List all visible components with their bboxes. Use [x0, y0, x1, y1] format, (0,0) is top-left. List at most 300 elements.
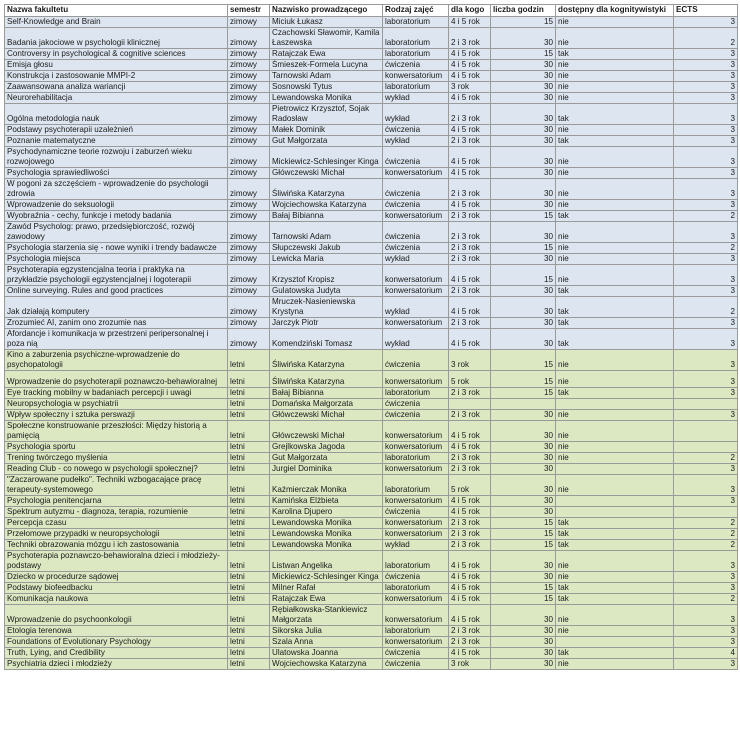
cell-hours[interactable]: 30	[491, 93, 556, 104]
cell-audience[interactable]: 4 i 5 rok	[449, 329, 491, 350]
cell-class-type[interactable]: konwersatorium	[383, 464, 449, 475]
cell-semester[interactable]: zimowy	[228, 82, 270, 93]
cell-cognitive-available[interactable]: nie	[556, 659, 674, 670]
cell-class-type[interactable]: konwersatorium	[383, 637, 449, 648]
cell-ects[interactable]: 2	[674, 540, 738, 551]
cell-teacher[interactable]: Gulatowska Judyta	[270, 286, 383, 297]
cell-course-name[interactable]: Konstrukcja i zastosowanie MMPI-2	[5, 71, 228, 82]
cell-ects[interactable]: 3	[674, 496, 738, 507]
cell-class-type[interactable]: konwersatorium	[383, 442, 449, 453]
cell-ects[interactable]: 3	[674, 136, 738, 147]
cell-teacher[interactable]: Milner Rafał	[270, 583, 383, 594]
cell-audience[interactable]: 2 i 3 rok	[449, 254, 491, 265]
cell-teacher[interactable]: Mruczek-Nasieniewska Krystyna	[270, 297, 383, 318]
cell-class-type[interactable]: laboratorium	[383, 388, 449, 399]
cell-cognitive-available[interactable]: tak	[556, 648, 674, 659]
cell-course-name[interactable]: Komunikacja naukowa	[5, 594, 228, 605]
cell-hours[interactable]: 30	[491, 104, 556, 125]
cell-audience[interactable]: 2 i 3 rok	[449, 453, 491, 464]
cell-hours[interactable]: 30	[491, 507, 556, 518]
cell-audience[interactable]: 2 i 3 rok	[449, 637, 491, 648]
cell-ects[interactable]	[674, 421, 738, 442]
cell-class-type[interactable]: ćwiczenia	[383, 147, 449, 168]
cell-semester[interactable]: zimowy	[228, 286, 270, 297]
cell-class-type[interactable]: wykład	[383, 540, 449, 551]
cell-semester[interactable]: letni	[228, 464, 270, 475]
cell-audience[interactable]: 4 i 5 rok	[449, 125, 491, 136]
cell-hours[interactable]: 30	[491, 551, 556, 572]
cell-teacher[interactable]: Rębiałkowska-Stankiewicz Małgorzata	[270, 605, 383, 626]
cell-teacher[interactable]: Mickiewicz-Schlesinger Kinga	[270, 147, 383, 168]
cell-course-name[interactable]: Psychoterapia egzystencjalna teoria i praktyka na przykładzie psychologii egzystencjalnej i logoterapii	[5, 265, 228, 286]
cell-course-name[interactable]: Online surveying. Rules and good practices	[5, 286, 228, 297]
cell-teacher[interactable]: Listwan Angelika	[270, 551, 383, 572]
cell-teacher[interactable]: Główczewski Michał	[270, 168, 383, 179]
cell-teacher[interactable]: Mickiewicz-Schlesinger Kinga	[270, 572, 383, 583]
cell-cognitive-available[interactable]: tak	[556, 529, 674, 540]
cell-teacher[interactable]: Bałaj Bibianna	[270, 388, 383, 399]
cell-semester[interactable]: letni	[228, 637, 270, 648]
cell-semester[interactable]: letni	[228, 605, 270, 626]
cell-class-type[interactable]: wykład	[383, 297, 449, 318]
cell-course-name[interactable]: Wprowadzenie do psychoterapii poznawczo-behawioralnej	[5, 371, 228, 388]
cell-cognitive-available[interactable]: nie	[556, 551, 674, 572]
cell-ects[interactable]	[674, 399, 738, 410]
cell-semester[interactable]: letni	[228, 507, 270, 518]
header-dla-kogo[interactable]: dla kogo	[449, 5, 491, 17]
cell-class-type[interactable]: konwersatorium	[383, 71, 449, 82]
cell-hours[interactable]: 15	[491, 529, 556, 540]
cell-hours[interactable]: 15	[491, 243, 556, 254]
cell-audience[interactable]: 4 i 5 rok	[449, 147, 491, 168]
cell-audience[interactable]: 4 i 5 rok	[449, 442, 491, 453]
cell-ects[interactable]: 2	[674, 453, 738, 464]
cell-teacher[interactable]: Śmieszek-Formela Lucyna	[270, 60, 383, 71]
cell-cognitive-available[interactable]: nie	[556, 410, 674, 421]
cell-hours[interactable]: 30	[491, 648, 556, 659]
cell-hours[interactable]: 15	[491, 388, 556, 399]
cell-semester[interactable]: zimowy	[228, 222, 270, 243]
cell-hours[interactable]: 30	[491, 179, 556, 200]
cell-hours[interactable]: 30	[491, 297, 556, 318]
cell-semester[interactable]: zimowy	[228, 17, 270, 28]
cell-hours[interactable]: 15	[491, 594, 556, 605]
cell-ects[interactable]: 3	[674, 318, 738, 329]
cell-teacher[interactable]: Pietrowicz Krzysztof, Sojak Radosław	[270, 104, 383, 125]
cell-course-name[interactable]: Wprowadzenie do seksuologii	[5, 200, 228, 211]
cell-semester[interactable]: letni	[228, 453, 270, 464]
cell-course-name[interactable]: Dziecko w procedurze sądowej	[5, 572, 228, 583]
cell-ects[interactable]: 3	[674, 410, 738, 421]
cell-semester[interactable]: zimowy	[228, 104, 270, 125]
cell-hours[interactable]: 30	[491, 71, 556, 82]
cell-semester[interactable]: letni	[228, 648, 270, 659]
cell-audience[interactable]: 4 i 5 rok	[449, 200, 491, 211]
cell-cognitive-available[interactable]: nie	[556, 572, 674, 583]
cell-semester[interactable]: letni	[228, 371, 270, 388]
cell-hours[interactable]: 30	[491, 28, 556, 49]
cell-course-name[interactable]: Przełomowe przypadki w neuropsychologii	[5, 529, 228, 540]
cell-course-name[interactable]: Zawód Psycholog: prawo, przedsiębiorczość, rozwój zawodowy	[5, 222, 228, 243]
header-ects[interactable]: ECTS	[674, 5, 738, 17]
cell-audience[interactable]: 4 i 5 rok	[449, 49, 491, 60]
cell-cognitive-available[interactable]: nie	[556, 605, 674, 626]
cell-cognitive-available[interactable]	[556, 399, 674, 410]
cell-cognitive-available[interactable]: tak	[556, 286, 674, 297]
cell-ects[interactable]: 4	[674, 648, 738, 659]
cell-cognitive-available[interactable]: nie	[556, 222, 674, 243]
header-rodzaj-zajec[interactable]: Rodzaj zajęć	[383, 5, 449, 17]
cell-ects[interactable]: 3	[674, 329, 738, 350]
cell-course-name[interactable]: Psychiatria dzieci i młodzieży	[5, 659, 228, 670]
cell-ects[interactable]: 3	[674, 626, 738, 637]
cell-class-type[interactable]: wykład	[383, 93, 449, 104]
cell-class-type[interactable]: ćwiczenia	[383, 243, 449, 254]
cell-ects[interactable]: 2	[674, 211, 738, 222]
cell-hours[interactable]: 30	[491, 421, 556, 442]
cell-audience[interactable]: 5 rok	[449, 371, 491, 388]
cell-semester[interactable]: zimowy	[228, 318, 270, 329]
cell-hours[interactable]: 15	[491, 518, 556, 529]
cell-audience[interactable]: 4 i 5 rok	[449, 583, 491, 594]
cell-course-name[interactable]: Neuropsychologia w psychiatrii	[5, 399, 228, 410]
cell-class-type[interactable]: konwersatorium	[383, 371, 449, 388]
header-liczba-godzin[interactable]: liczba godzin	[491, 5, 556, 17]
cell-class-type[interactable]: laboratorium	[383, 28, 449, 49]
cell-semester[interactable]: zimowy	[228, 179, 270, 200]
cell-audience[interactable]: 4 i 5 rok	[449, 17, 491, 28]
cell-teacher[interactable]: Szala Anna	[270, 637, 383, 648]
cell-class-type[interactable]: konwersatorium	[383, 518, 449, 529]
cell-audience[interactable]: 4 i 5 rok	[449, 93, 491, 104]
cell-semester[interactable]: zimowy	[228, 297, 270, 318]
cell-class-type[interactable]: wykład	[383, 104, 449, 125]
cell-audience[interactable]: 2 i 3 rok	[449, 540, 491, 551]
cell-course-name[interactable]: Wpływ społeczny i sztuka perswazji	[5, 410, 228, 421]
cell-cognitive-available[interactable]: nie	[556, 475, 674, 496]
cell-course-name[interactable]: Wprowadzenie do psychoonkologii	[5, 605, 228, 626]
cell-hours[interactable]: 30	[491, 60, 556, 71]
cell-hours[interactable]: 30	[491, 329, 556, 350]
cell-semester[interactable]: letni	[228, 442, 270, 453]
cell-course-name[interactable]: Self-Knowledge and Brain	[5, 17, 228, 28]
cell-cognitive-available[interactable]: tak	[556, 329, 674, 350]
cell-audience[interactable]: 4 i 5 rok	[449, 496, 491, 507]
cell-teacher[interactable]: Główczewski Michał	[270, 421, 383, 442]
cell-audience[interactable]: 2 i 3 rok	[449, 28, 491, 49]
cell-audience[interactable]: 2 i 3 rok	[449, 286, 491, 297]
cell-course-name[interactable]: Psychologia miejsca	[5, 254, 228, 265]
cell-ects[interactable]: 3	[674, 637, 738, 648]
cell-class-type[interactable]: laboratorium	[383, 583, 449, 594]
cell-course-name[interactable]: Techniki obrazowania mózgu i ich zastosowania	[5, 540, 228, 551]
cell-course-name[interactable]: Podstawy biofeedbacku	[5, 583, 228, 594]
cell-teacher[interactable]: Jarczyk Piotr	[270, 318, 383, 329]
cell-cognitive-available[interactable]: nie	[556, 442, 674, 453]
cell-audience[interactable]: 4 i 5 rok	[449, 572, 491, 583]
cell-course-name[interactable]: Psychoterapia poznawczo-behawioralna dzieci i młodzieży-podstawy	[5, 551, 228, 572]
cell-cognitive-available[interactable]: nie	[556, 421, 674, 442]
cell-audience[interactable]: 3 rok	[449, 82, 491, 93]
cell-audience[interactable]: 3 rok	[449, 350, 491, 371]
cell-hours[interactable]: 15	[491, 265, 556, 286]
cell-semester[interactable]: letni	[228, 421, 270, 442]
cell-ects[interactable]: 3	[674, 572, 738, 583]
cell-cognitive-available[interactable]: nie	[556, 82, 674, 93]
cell-course-name[interactable]: Psychologia starzenia się - nowe wyniki i trendy badawcze	[5, 243, 228, 254]
cell-course-name[interactable]: Wyobraźnia - cechy, funkcje i metody badania	[5, 211, 228, 222]
cell-cognitive-available[interactable]: tak	[556, 594, 674, 605]
cell-audience[interactable]: 2 i 3 rok	[449, 179, 491, 200]
cell-course-name[interactable]: Etologia terenowa	[5, 626, 228, 637]
header-nazwa-fakultetu[interactable]: Nazwa fakultetu	[5, 5, 228, 17]
cell-course-name[interactable]: W pogoni za szczęściem - wprowadzenie do psychologii zdrowia	[5, 179, 228, 200]
cell-cognitive-available[interactable]	[556, 464, 674, 475]
cell-course-name[interactable]: Zaawansowana analiza wariancji	[5, 82, 228, 93]
cell-class-type[interactable]: laboratorium	[383, 49, 449, 60]
cell-class-type[interactable]: ćwiczenia	[383, 648, 449, 659]
cell-ects[interactable]: 3	[674, 286, 738, 297]
cell-course-name[interactable]: Psychologia penitencjarna	[5, 496, 228, 507]
cell-semester[interactable]: letni	[228, 583, 270, 594]
cell-hours[interactable]: 15	[491, 371, 556, 388]
cell-hours[interactable]: 30	[491, 286, 556, 297]
cell-ects[interactable]	[674, 442, 738, 453]
cell-hours[interactable]: 30	[491, 254, 556, 265]
cell-ects[interactable]: 2	[674, 518, 738, 529]
cell-course-name[interactable]: Emisja głosu	[5, 60, 228, 71]
cell-cognitive-available[interactable]: nie	[556, 93, 674, 104]
cell-cognitive-available[interactable]: nie	[556, 265, 674, 286]
cell-teacher[interactable]: Małek Dominik	[270, 125, 383, 136]
cell-class-type[interactable]: konwersatorium	[383, 594, 449, 605]
cell-class-type[interactable]: konwersatorium	[383, 286, 449, 297]
cell-hours[interactable]: 30	[491, 442, 556, 453]
cell-cognitive-available[interactable]: tak	[556, 518, 674, 529]
cell-semester[interactable]: letni	[228, 594, 270, 605]
cell-semester[interactable]: letni	[228, 388, 270, 399]
cell-ects[interactable]: 3	[674, 104, 738, 125]
cell-ects[interactable]: 3	[674, 82, 738, 93]
cell-cognitive-available[interactable]: nie	[556, 168, 674, 179]
cell-cognitive-available[interactable]: tak	[556, 49, 674, 60]
cell-teacher[interactable]: Tarnowski Adam	[270, 71, 383, 82]
cell-cognitive-available[interactable]: nie	[556, 17, 674, 28]
cell-ects[interactable]: 3	[674, 475, 738, 496]
cell-hours[interactable]: 15	[491, 350, 556, 371]
cell-audience[interactable]: 4 i 5 rok	[449, 421, 491, 442]
cell-ects[interactable]: 3	[674, 222, 738, 243]
cell-hours[interactable]: 30	[491, 318, 556, 329]
cell-ects[interactable]: 2	[674, 243, 738, 254]
cell-teacher[interactable]: Ulatowska Joanna	[270, 648, 383, 659]
cell-hours[interactable]: 15	[491, 583, 556, 594]
cell-semester[interactable]: zimowy	[228, 254, 270, 265]
cell-semester[interactable]: zimowy	[228, 60, 270, 71]
cell-hours[interactable]: 30	[491, 572, 556, 583]
cell-class-type[interactable]: ćwiczenia	[383, 410, 449, 421]
cell-cognitive-available[interactable]: tak	[556, 318, 674, 329]
cell-teacher[interactable]: Kaźmierczak Monika	[270, 475, 383, 496]
cell-audience[interactable]: 2 i 3 rok	[449, 243, 491, 254]
cell-cognitive-available[interactable]: nie	[556, 28, 674, 49]
cell-hours[interactable]: 30	[491, 410, 556, 421]
cell-semester[interactable]: zimowy	[228, 93, 270, 104]
cell-ects[interactable]: 3	[674, 605, 738, 626]
cell-hours[interactable]: 30	[491, 605, 556, 626]
cell-ects[interactable]: 3	[674, 583, 738, 594]
cell-semester[interactable]: zimowy	[228, 200, 270, 211]
cell-cognitive-available[interactable]: nie	[556, 60, 674, 71]
cell-semester[interactable]: zimowy	[228, 49, 270, 60]
cell-course-name[interactable]: Eye tracking mobilny w badaniach percepcji i uwagi	[5, 388, 228, 399]
cell-ects[interactable]: 3	[674, 388, 738, 399]
cell-course-name[interactable]: Psychologia sportu	[5, 442, 228, 453]
cell-course-name[interactable]: Truth, Lying, and Credibility	[5, 648, 228, 659]
cell-semester[interactable]: letni	[228, 659, 270, 670]
cell-class-type[interactable]: laboratorium	[383, 551, 449, 572]
cell-class-type[interactable]: laboratorium	[383, 626, 449, 637]
cell-audience[interactable]: 2 i 3 rok	[449, 104, 491, 125]
cell-teacher[interactable]: Domańska Małgorzata	[270, 399, 383, 410]
cell-hours[interactable]: 30	[491, 637, 556, 648]
cell-hours[interactable]: 30	[491, 147, 556, 168]
cell-class-type[interactable]: ćwiczenia	[383, 350, 449, 371]
cell-ects[interactable]: 2	[674, 529, 738, 540]
cell-teacher[interactable]: Główczewski Michał	[270, 410, 383, 421]
cell-teacher[interactable]: Grejlkowska Jagoda	[270, 442, 383, 453]
cell-hours[interactable]: 30	[491, 659, 556, 670]
cell-course-name[interactable]: Zrozumieć AI, zanim ono zrozumie nas	[5, 318, 228, 329]
cell-teacher[interactable]: Ratajczak Ewa	[270, 594, 383, 605]
cell-course-name[interactable]: Psychodynamiczne teorie rozwoju i zaburzeń wieku rozwojowego	[5, 147, 228, 168]
cell-audience[interactable]: 4 i 5 rok	[449, 551, 491, 572]
cell-teacher[interactable]: Słupczewski Jakub	[270, 243, 383, 254]
cell-semester[interactable]: letni	[228, 551, 270, 572]
cell-ects[interactable]: 2	[674, 297, 738, 318]
cell-teacher[interactable]: Sosnowski Tytus	[270, 82, 383, 93]
cell-course-name[interactable]: Foundations of Evolutionary Psychology	[5, 637, 228, 648]
cell-course-name[interactable]: Psychologia sprawiedliwości	[5, 168, 228, 179]
cell-course-name[interactable]: Podstawy psychoterapii uzależnień	[5, 125, 228, 136]
cell-ects[interactable]: 3	[674, 659, 738, 670]
cell-teacher[interactable]: Sikorska Julia	[270, 626, 383, 637]
cell-semester[interactable]: letni	[228, 626, 270, 637]
cell-course-name[interactable]: Kino a zaburzenia psychiczne-wprowadzenie do psychopatologii	[5, 350, 228, 371]
cell-audience[interactable]: 4 i 5 rok	[449, 648, 491, 659]
cell-class-type[interactable]: konwersatorium	[383, 529, 449, 540]
cell-course-name[interactable]: Jak działają komputery	[5, 297, 228, 318]
cell-teacher[interactable]: Śliwińska Katarzyna	[270, 371, 383, 388]
cell-cognitive-available[interactable]: nie	[556, 453, 674, 464]
cell-hours[interactable]: 30	[491, 453, 556, 464]
cell-cognitive-available[interactable]	[556, 637, 674, 648]
cell-ects[interactable]: 3	[674, 551, 738, 572]
cell-ects[interactable]: 3	[674, 147, 738, 168]
cell-class-type[interactable]: konwersatorium	[383, 496, 449, 507]
cell-ects[interactable]: 2	[674, 28, 738, 49]
cell-teacher[interactable]: Miciuk Łukasz	[270, 17, 383, 28]
cell-audience[interactable]: 2 i 3 rok	[449, 464, 491, 475]
cell-semester[interactable]: letni	[228, 475, 270, 496]
cell-audience[interactable]: 2 i 3 rok	[449, 211, 491, 222]
cell-hours[interactable]: 30	[491, 82, 556, 93]
cell-cognitive-available[interactable]: tak	[556, 540, 674, 551]
cell-hours[interactable]: 30	[491, 464, 556, 475]
cell-audience[interactable]: 4 i 5 rok	[449, 71, 491, 82]
cell-semester[interactable]: letni	[228, 350, 270, 371]
cell-semester[interactable]: zimowy	[228, 28, 270, 49]
cell-semester[interactable]: letni	[228, 529, 270, 540]
cell-ects[interactable]: 3	[674, 17, 738, 28]
cell-class-type[interactable]: ćwiczenia	[383, 572, 449, 583]
cell-course-name[interactable]: Poznanie matematyczne	[5, 136, 228, 147]
cell-cognitive-available[interactable]: nie	[556, 254, 674, 265]
cell-ects[interactable]: 3	[674, 60, 738, 71]
cell-teacher[interactable]: Krzysztof Kropisz	[270, 265, 383, 286]
cell-course-name[interactable]: Afordancje i komunikacja w przestrzeni peripersonalnej i poza nią	[5, 329, 228, 350]
cell-class-type[interactable]: wykład	[383, 329, 449, 350]
cell-teacher[interactable]: Śliwińska Katarzyna	[270, 350, 383, 371]
cell-class-type[interactable]: ćwiczenia	[383, 399, 449, 410]
cell-class-type[interactable]: ćwiczenia	[383, 179, 449, 200]
cell-class-type[interactable]: konwersatorium	[383, 421, 449, 442]
cell-class-type[interactable]: laboratorium	[383, 475, 449, 496]
cell-course-name[interactable]: Percepcja czasu	[5, 518, 228, 529]
cell-cognitive-available[interactable]	[556, 507, 674, 518]
cell-hours[interactable]: 30	[491, 200, 556, 211]
cell-teacher[interactable]: Ratajczak Ewa	[270, 49, 383, 60]
cell-class-type[interactable]: ćwiczenia	[383, 659, 449, 670]
cell-semester[interactable]: letni	[228, 399, 270, 410]
cell-class-type[interactable]: ćwiczenia	[383, 125, 449, 136]
cell-cognitive-available[interactable]: tak	[556, 388, 674, 399]
cell-cognitive-available[interactable]: nie	[556, 147, 674, 168]
cell-class-type[interactable]: konwersatorium	[383, 168, 449, 179]
cell-cognitive-available[interactable]: tak	[556, 583, 674, 594]
cell-class-type[interactable]: ćwiczenia	[383, 222, 449, 243]
cell-course-name[interactable]: Społeczne konstruowanie przeszłości: Między historią a pamięcią	[5, 421, 228, 442]
cell-ects[interactable]: 3	[674, 179, 738, 200]
cell-audience[interactable]: 2 i 3 rok	[449, 529, 491, 540]
cell-cognitive-available[interactable]: nie	[556, 71, 674, 82]
cell-class-type[interactable]: ćwiczenia	[383, 200, 449, 211]
cell-hours[interactable]: 30	[491, 168, 556, 179]
cell-ects[interactable]: 3	[674, 168, 738, 179]
cell-teacher[interactable]: Jurgiel Dominika	[270, 464, 383, 475]
cell-ects[interactable]: 3	[674, 200, 738, 211]
cell-class-type[interactable]: konwersatorium	[383, 265, 449, 286]
cell-course-name[interactable]: Spektrum autyzmu - diagnoza, terapia, rozumienie	[5, 507, 228, 518]
cell-audience[interactable]: 5 rok	[449, 475, 491, 496]
cell-teacher[interactable]: Lewicka Maria	[270, 254, 383, 265]
cell-audience[interactable]: 4 i 5 rok	[449, 507, 491, 518]
cell-class-type[interactable]: laboratorium	[383, 17, 449, 28]
cell-teacher[interactable]: Wojciechowska Katarzyna	[270, 659, 383, 670]
cell-ects[interactable]: 3	[674, 265, 738, 286]
cell-course-name[interactable]: Badania jakociowe w psychologii klinicznej	[5, 28, 228, 49]
cell-cognitive-available[interactable]	[556, 496, 674, 507]
cell-teacher[interactable]: Lewandowska Monika	[270, 518, 383, 529]
cell-teacher[interactable]: Gut Małgorzata	[270, 453, 383, 464]
cell-course-name[interactable]: Reading Club - co nowego w psychologii społecznej?	[5, 464, 228, 475]
cell-audience[interactable]: 4 i 5 rok	[449, 297, 491, 318]
cell-ects[interactable]: 2	[674, 594, 738, 605]
cell-semester[interactable]: zimowy	[228, 71, 270, 82]
cell-hours[interactable]	[491, 399, 556, 410]
cell-class-type[interactable]: ćwiczenia	[383, 507, 449, 518]
cell-teacher[interactable]: Kamińska Elżbieta	[270, 496, 383, 507]
